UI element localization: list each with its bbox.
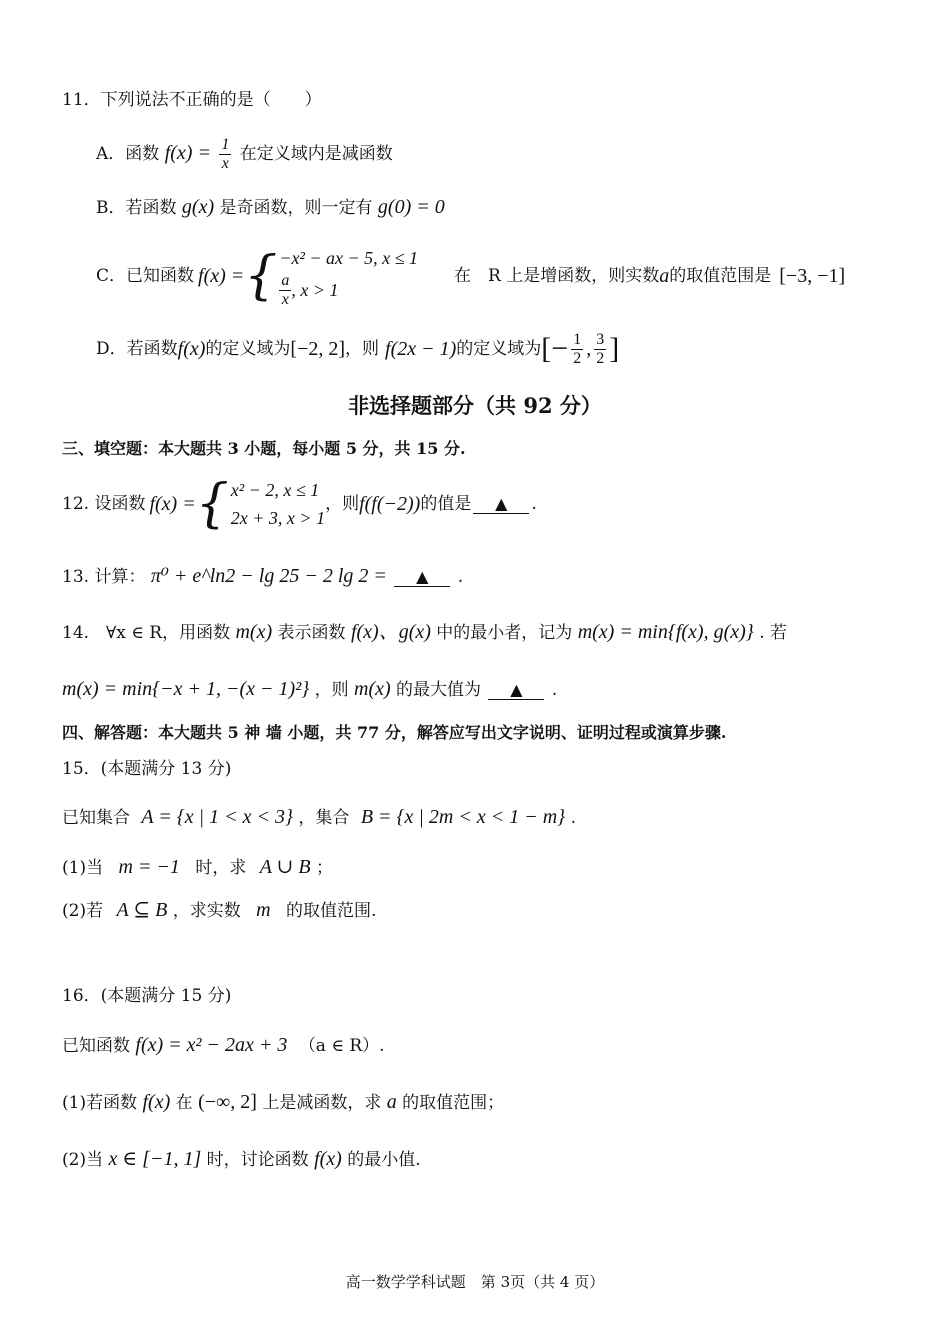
q11-stem: 11．下列说法不正确的是（ ） — [62, 90, 322, 110]
q11-c-range: [−3, −1] — [779, 265, 846, 287]
q15-given-a: 已知集合 — [62, 808, 130, 828]
q12 — [62, 472, 537, 536]
q12-answer-blank: ▲ — [473, 495, 529, 514]
q16-p1-var: a — [386, 1091, 397, 1113]
q13-end: . — [457, 567, 464, 587]
q14-line1-d: . 若 — [759, 623, 788, 643]
left-brace-icon: { — [195, 474, 229, 534]
q11-c-row2-den: x — [281, 290, 289, 308]
q15-p1-expr: A ∪ B — [259, 856, 311, 878]
q11-d-text-3: ，则 — [345, 339, 380, 359]
section-title-non-choice: 非选择题部分（共 92 分） — [348, 393, 602, 418]
q11-d-range-den2: 2 — [596, 349, 605, 367]
q12-text2: 的值是 — [420, 494, 472, 514]
q15-set-b: B = {x | 2m < x < 1 − m} — [360, 806, 566, 828]
q11-a-tail: 在定义域内是减函数 — [239, 144, 393, 164]
q15-given-b: ，集合 — [298, 808, 350, 828]
q14-line1-a: 14. ∀x ∈ R，用函数 — [62, 623, 231, 643]
q16-p2-c: 的最小值. — [347, 1150, 421, 1170]
q14-line2-def: m(x) = min{−x + 1, −(x − 1)²} — [62, 678, 310, 700]
q15-p2-a: (2)若 — [62, 901, 104, 921]
q16-part1 — [62, 1090, 504, 1115]
q14-line1-def: m(x) = min{f(x), g(x)} — [577, 621, 754, 643]
q11-d-math-3: f(2x − 1) — [385, 338, 457, 360]
q11-a-label: A．函数 — [96, 144, 160, 164]
q12-function: f(x) = — [149, 493, 196, 515]
q11-c-row2-tail: , x > 1 — [291, 280, 339, 300]
q11-a-function: f(x) = — [164, 142, 211, 164]
q15-p1-a: (1)当 — [62, 858, 104, 878]
q11-d-text-4: 的定义域为 — [456, 339, 542, 359]
q16-p1-c: 上是减函数，求 — [262, 1093, 382, 1113]
q12-row1: x² − 2, x ≤ 1 — [230, 480, 320, 500]
q16-p2-f: f(x) — [314, 1148, 342, 1170]
q11-c-function: f(x) = — [198, 265, 245, 287]
q14-line2-m: m(x) — [354, 678, 391, 700]
q14-line1-f: f(x)、g(x) — [350, 621, 431, 643]
q11-option-b — [96, 195, 445, 220]
q11-c-row2-num: a — [281, 271, 290, 289]
q15-p1-b: 时，求 — [195, 858, 247, 878]
q11-d-range-num1: 1 — [573, 330, 582, 348]
q14-line1-c: 中的最小者，记为 — [436, 623, 573, 643]
q15-p1-m: m = −1 — [118, 856, 180, 878]
q15-given — [62, 805, 576, 830]
q12-piecewise — [196, 476, 325, 532]
q11-a-denominator: x — [221, 155, 229, 172]
q15-part2 — [62, 898, 376, 923]
q11-d-math-1: f(x) — [177, 338, 206, 360]
q14-line1-m: m(x) — [235, 621, 273, 643]
q11-d-range-right: ] — [609, 332, 620, 365]
left-brace-icon: { — [244, 246, 278, 306]
q12-end: . — [531, 494, 537, 514]
q11-d-range-num2: 3 — [596, 330, 605, 348]
q11-b-math-1: g(x) — [181, 196, 215, 218]
q11-d-text-1: D．若函数 — [96, 339, 178, 359]
q16-p1-d: 的取值范围； — [402, 1093, 505, 1113]
q16-given-b: （a ∈ R）. — [298, 1036, 385, 1056]
q11-c-text: 在 R 上是增函数，则实数 — [454, 266, 660, 286]
q16-given — [62, 1033, 385, 1058]
q15-set-a: A = {x | 1 < x < 3} — [141, 806, 293, 828]
q11-b-text-2: 是奇函数，则一定有 — [219, 198, 373, 218]
q14-line1-b: 表示函数 — [277, 623, 346, 643]
q11-d-range-left: [− — [541, 332, 569, 365]
q11-c-var: a — [659, 265, 670, 287]
q14-end: . — [551, 680, 558, 700]
q14-line2 — [62, 677, 557, 702]
q12-row2: 2x + 3, x > 1 — [230, 508, 326, 528]
q11-option-c — [96, 240, 845, 312]
q11-b-text-1: B．若函数 — [96, 198, 177, 218]
q16-p1-a: (1)若函数 — [62, 1093, 138, 1113]
q16-p2-b: 时，讨论函数 — [206, 1150, 309, 1170]
section4-heading: 四、解答题：本大题共 5 神 墙 小题，共 77 分，解答应写出文字说明、证明过程或演算步骤. — [62, 723, 727, 742]
q16-title: 16．(本题满分 15 分) — [62, 986, 232, 1006]
q12-text: ，则 — [325, 494, 360, 514]
q15-part1 — [62, 855, 333, 880]
q13-expr: π⁰ + e^ln2 − lg 25 − 2 lg 2 = — [150, 565, 387, 587]
q16-p2-cond: x ∈ [−1, 1] — [108, 1148, 202, 1170]
q11-option-d: D．若函数 f(x) 的定义域为 [−2, 2] ，则 f(2x − 1) 的定义域为 [− $\frac{1}{2}$ , $\frac{3}{2}$ ] — [96, 330, 620, 367]
q16-p2-a: (2)当 — [62, 1150, 104, 1170]
q16-p1-f: f(x) — [142, 1091, 171, 1113]
q16-p1-b: 在 — [175, 1093, 193, 1113]
q15-p2-c: 的取值范围. — [286, 901, 377, 921]
q14-line2-b: 的最大值为 — [396, 680, 482, 700]
q16-p1-interval: (−∞, 2] — [198, 1091, 257, 1113]
q12-label: 12. 设函数 — [62, 494, 146, 514]
q11-d-text-2: 的定义域为 — [205, 339, 291, 359]
q11-a-fraction — [219, 136, 231, 173]
q14-line1 — [62, 620, 787, 645]
q11-c-label: C．已知函数 — [96, 266, 195, 286]
q16-given-f: f(x) = x² − 2ax + 3 — [135, 1034, 288, 1056]
q11-c-row1: −x² − ax − 5, x ≤ 1 — [279, 247, 419, 268]
q13 — [62, 564, 463, 589]
q11-c-piecewise — [244, 244, 418, 309]
q15-given-end: . — [570, 808, 576, 828]
q13-answer-blank: ▲ — [394, 568, 450, 587]
q15-title: 15．(本题满分 13 分) — [62, 759, 232, 779]
q14-answer-blank: ▲ — [488, 681, 544, 700]
q11-a-numerator: 1 — [221, 136, 230, 153]
q11-c-text2: 的取值范围是 — [669, 266, 772, 286]
q13-label: 13. 计算： — [62, 567, 146, 587]
q12-expr: f(f(−2)) — [359, 493, 421, 515]
q11-b-math-2: g(0) = 0 — [377, 196, 445, 218]
q15-p2-b: ，求实数 — [172, 901, 241, 921]
q16-given-a: 已知函数 — [62, 1036, 130, 1056]
q16-part2 — [62, 1147, 421, 1172]
q11-d-range-den1: 2 — [573, 349, 582, 367]
q14-line2-a: ，则 — [314, 680, 349, 700]
q15-p2-expr: A ⊆ B — [116, 899, 168, 921]
q15-p1-end: ； — [316, 858, 333, 878]
section3-heading: 三、填空题：本大题共 3 小题，每小题 5 分，共 15 分. — [62, 439, 466, 458]
q15-p2-m: m — [256, 899, 271, 921]
q11-d-math-2: [−2, 2] — [290, 338, 346, 360]
page-footer: 高一数学学科试题 第 3页（共 4 页） — [345, 1273, 605, 1291]
q11-option-a — [96, 136, 393, 173]
